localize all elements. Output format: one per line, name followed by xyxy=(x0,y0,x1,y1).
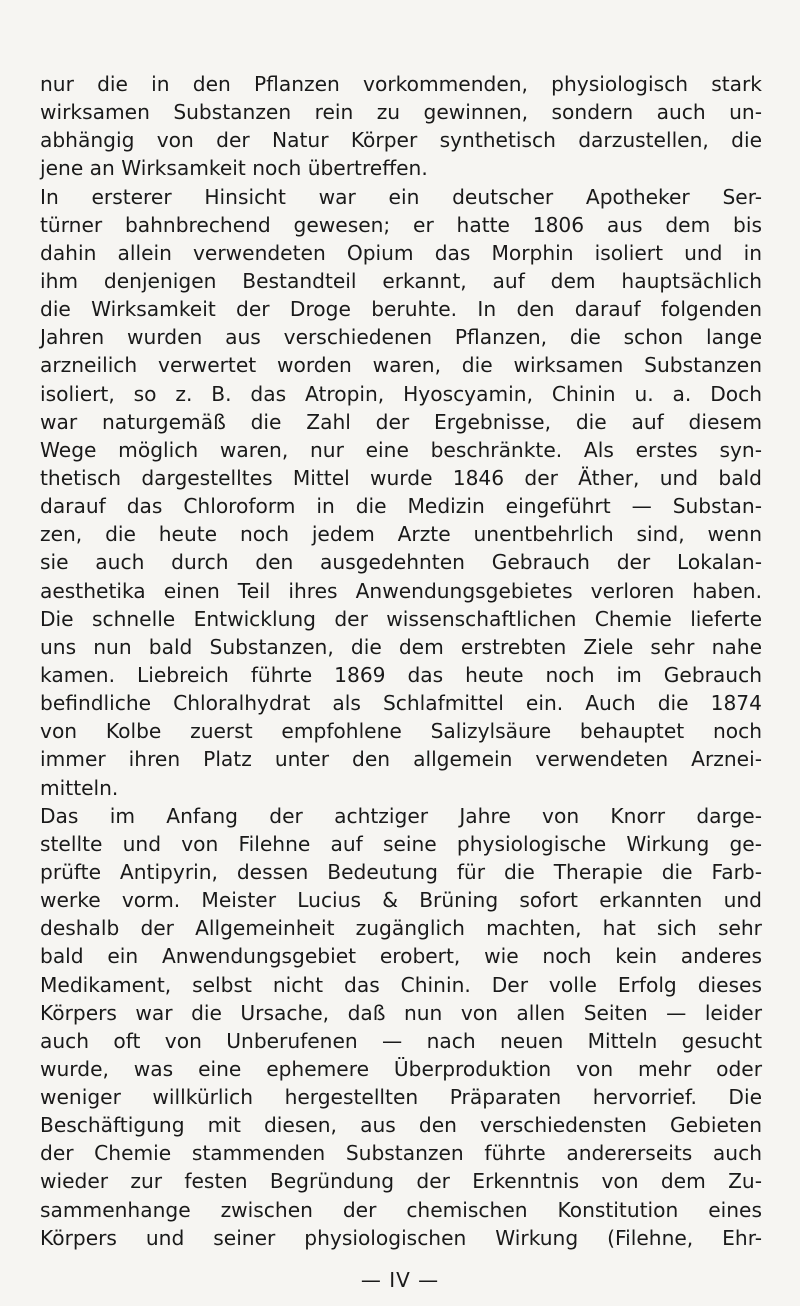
text-line: arzneilich verwertet worden waren, die wirksamen Substanzen xyxy=(40,353,762,378)
text-line: Wege möglich waren, nur eine beschränkte. Als erstes syn- xyxy=(40,437,762,462)
text-line: auch oft von Unberufenen — nach neuen Mitteln gesucht xyxy=(40,1028,762,1053)
text-line: isoliert, so z. B. das Atropin, Hyoscyamin, Chinin u. a. Doch xyxy=(40,381,762,406)
text-line: uns nun bald Substanzen, die dem erstrebten Ziele sehr nahe xyxy=(40,634,762,659)
text-line: wurde, was eine ephemere Überproduktion von mehr oder xyxy=(40,1056,762,1081)
text-line: In ersterer Hinsicht war ein deutscher Apotheker Ser- xyxy=(40,184,762,209)
text-line: nur die in den Pflanzen vorkommenden, physiologisch stark xyxy=(40,72,762,96)
text-line: befindliche Chloralhydrat als Schlafmittel ein. Auch die 1874 xyxy=(40,691,762,716)
text-line: war naturgemäß die Zahl der Ergebnisse, die auf diesem xyxy=(40,409,762,434)
text-line: abhängig von der Natur Körper synthetisch darzustellen, die xyxy=(40,128,762,153)
text-line: Die schnelle Entwicklung der wissenschaftlichen Chemie lieferte xyxy=(40,606,762,631)
text-line: prüfte Antipyrin, dessen Bedeutung für die Therapie die Farb- xyxy=(40,859,762,884)
text-line: wieder zur festen Begründung der Erkenntnis von dem Zu- xyxy=(40,1169,762,1194)
text-line: türner bahnbrechend gewesen; er hatte 1806 aus dem bis xyxy=(40,212,762,237)
text-line: deshalb der Allgemeinheit zugänglich machten, hat sich sehr xyxy=(40,916,762,941)
text-line: mitteln. xyxy=(40,775,119,800)
text-line: Das im Anfang der achtziger Jahre von Knorr darge- xyxy=(40,803,762,828)
text-line: sie auch durch den ausgedehnten Gebrauch der Lokalan- xyxy=(40,550,762,575)
text-line: Körpers war die Ursache, daß nun von allen Seiten — leider xyxy=(40,1000,762,1025)
paragraph xyxy=(40,802,762,1252)
text-line: weniger willkürlich hergestellten Präparaten hervorrief. Die xyxy=(40,1085,762,1110)
text-line: wirksamen Substanzen rein zu gewinnen, sondern auch un- xyxy=(40,100,762,125)
text-line: dahin allein verwendeten Opium das Morphin isoliert und in xyxy=(40,240,762,265)
page-number: — IV — xyxy=(360,1268,440,1292)
text-line: aesthetika einen Teil ihres Anwendungsgebietes verloren haben. xyxy=(40,578,762,603)
text-line: darauf das Chloroform in die Medizin eingeführt — Substan- xyxy=(40,494,762,519)
text-line: thetisch dargestelltes Mittel wurde 1846 der Äther, und bald xyxy=(40,465,762,490)
paragraph xyxy=(40,183,762,802)
text-line: Beschäftigung mit diesen, aus den verschiedensten Gebieten xyxy=(40,1113,762,1138)
body-text xyxy=(40,70,762,1252)
text-line: bald ein Anwendungsgebiet erobert, wie noch kein anderes xyxy=(40,944,762,969)
text-line: der Chemie stammenden Substanzen führte andererseits auch xyxy=(40,1141,762,1166)
text-line: werke vorm. Meister Lucius & Brüning sofort erkannten und xyxy=(40,888,762,913)
text-line: Medikament, selbst nicht das Chinin. Der volle Erfolg dieses xyxy=(40,972,762,997)
text-line: stellte und von Filehne auf seine physiologische Wirkung ge- xyxy=(40,831,762,856)
paragraph xyxy=(40,70,762,183)
text-line: die Wirksamkeit der Droge beruhte. In den darauf folgenden xyxy=(40,297,762,322)
text-line: kamen. Liebreich führte 1869 das heute noch im Gebrauch xyxy=(40,662,762,687)
text-line: von Kolbe zuerst empfohlene Salizylsäure behauptet noch xyxy=(40,719,762,744)
text-line: sammenhange zwischen der chemischen Konstitution eines xyxy=(40,1197,762,1222)
text-line: Körpers und seiner physiologischen Wirkung (Filehne, Ehr- xyxy=(40,1225,762,1250)
text-line: ihm denjenigen Bestandteil erkannt, auf dem hauptsächlich xyxy=(40,268,762,293)
text-line: immer ihren Platz unter den allgemein verwendeten Arznei- xyxy=(40,747,762,772)
text-line: Jahren wurden aus verschiedenen Pflanzen, die schon lange xyxy=(40,325,762,350)
text-line: jene an Wirksamkeit noch übertreffen. xyxy=(40,156,428,181)
text-line: zen, die heute noch jedem Arzte unentbehrlich sind, wenn xyxy=(40,522,762,547)
